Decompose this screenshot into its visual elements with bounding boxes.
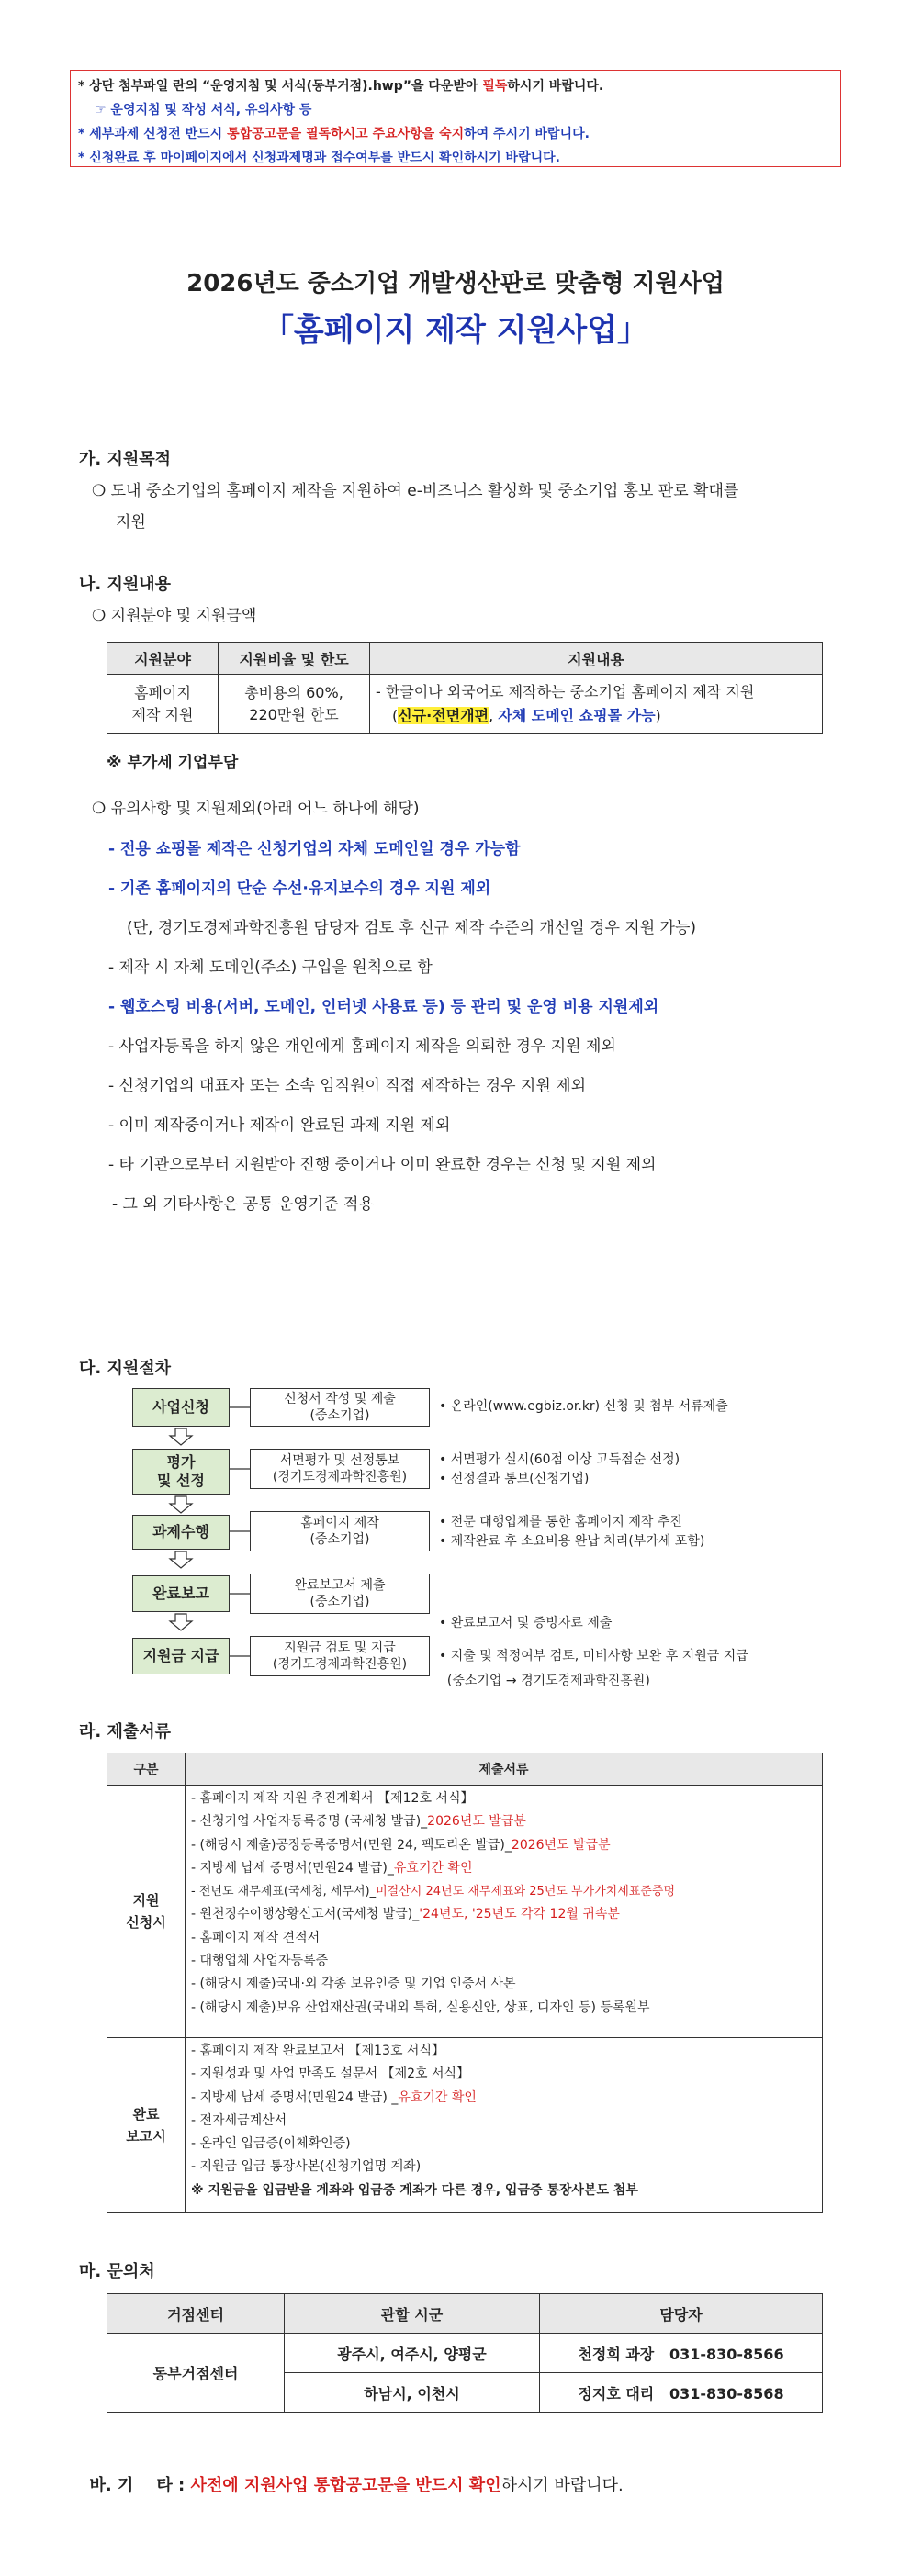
caution-list (108, 830, 843, 1225)
purpose-line: ❍ 도내 중소기업의 홈페이지 제작을 지원하여 e-비즈니스 활성화 및 중소기업 홍보 판로 확대를 (92, 482, 739, 500)
highlight-new: 신규·전면개편 (398, 706, 489, 724)
support-content-line: - 한글이나 외국어로 제작하는 중소기업 홈페이지 제작 지원 (376, 682, 755, 700)
document-item: - 홈페이지 제작 완료보고서 【제13호 서식】 (191, 2044, 444, 2058)
notice-line: 하시기 바랍니다. (507, 79, 604, 94)
table-header: 관할 시군 (285, 2294, 540, 2334)
step-note: • 지출 및 적정여부 검토, 미비사항 보완 후 지원금 지급 (439, 1649, 748, 1663)
document-item: - 홈페이지 제작 지원 추진계획서 【제12호 서식】 (191, 1791, 474, 1806)
down-arrow-icon (170, 1614, 192, 1630)
step-note: • 선정결과 통보(신청기업) (439, 1472, 590, 1486)
caution-item: - 제작 시 자체 도메인(주소) 구입을 원칙으로 함 (108, 958, 433, 977)
notice-line: * 상단 첨부파일 란의 “운영지침 및 서식(동부거점).hwp”을 다운받아 (78, 79, 483, 94)
section-heading-documents: 라. 제출서류 (79, 1722, 172, 1742)
caution-item: - 웹호스팅 비용(서버, 도메인, 인터넷 사용료 등) 등 관리 및 운영 비용 지원제외 (108, 998, 659, 1016)
support-field-cell: 홈페이지 제작 지원 (107, 675, 219, 734)
step-notes-execution (439, 1513, 704, 1551)
document-item: - 홈페이지 제작 견적서 (191, 1930, 321, 1945)
contact-center: 동부거점센터 (107, 2334, 285, 2413)
notice-box (70, 70, 841, 167)
step-notes-evaluation (439, 1450, 680, 1489)
caution-item: (단, 경기도경제과학진흥원 담당자 검토 후 신규 제작 수준의 개선일 경우 지원 가능) (127, 919, 697, 937)
contact-table (107, 2293, 823, 2413)
step-desc-payment: 지원금 검토 및 지급 (경기도경제과학진흥원) (250, 1636, 430, 1676)
flow-connectors (129, 1386, 441, 1680)
support-table (107, 642, 823, 734)
caution-item: - 이미 제작중이거나 제작이 완료된 과제 지원 제외 (108, 1116, 451, 1135)
step-note: • 서면평가 실시(60점 이상 고득점순 선정) (439, 1452, 680, 1467)
table-header: 지원분야 (107, 643, 219, 675)
caution-item: - 신청기업의 대표자 또는 소속 임직원이 직접 제작하는 경우 지원 제외 (108, 1077, 586, 1095)
caution-item: - 기존 홈페이지의 단순 수선·유지보수의 경우 지원 제외 (108, 879, 491, 898)
document-item: - 온라인 입금증(이체확인증) (191, 2136, 351, 2152)
step-desc-execution: 홈페이지 제작 (중소기업) (250, 1511, 430, 1551)
step-note: • 온라인(www.egbiz.or.kr) 신청 및 첨부 서류제출 (439, 1399, 728, 1414)
other-label: 바. 기 타 : (89, 2476, 191, 2495)
contact-area: 광주시, 여주시, 양평군 (285, 2334, 540, 2373)
step-box-execution: 과제수행 (132, 1515, 230, 1550)
step-notes-report (439, 1575, 650, 1710)
group-label-apply: 지원 신청시 (107, 1786, 186, 2038)
step-note: (중소기업 → 경기도경제과학진흥원) (439, 1674, 650, 1688)
caution-heading: ❍ 유의사항 및 지원제외(아래 어느 하나에 해당) (92, 800, 420, 818)
document-item: - 전년도 재무제표(국세청, 세무서)_미결산시 24년도 재무제표와 25년도 부가가치세표준증명 (191, 1885, 676, 1899)
document-item: - (해당시 제출)국내·외 각종 보유인증 및 기업 인증서 사본 (191, 1977, 516, 1992)
caution-item: - 타 기관으로부터 지원받아 진행 중이거나 이미 완료한 경우는 신청 및 지원 제외 (108, 1156, 657, 1174)
purpose-text (92, 476, 827, 538)
section-heading-contact: 마. 문의처 (79, 2262, 155, 2281)
documents-apply-list (186, 1786, 823, 2038)
step-box-apply: 사업신청 (132, 1388, 230, 1427)
step-desc-evaluation: 서면평가 및 선정통보 (경기도경제과학진흥원) (250, 1449, 430, 1489)
paren: ) (655, 706, 661, 724)
step-box-report: 완료보고 (132, 1575, 230, 1612)
other-suffix: 하시기 바랍니다. (500, 2476, 624, 2495)
table-header: 구분 (107, 1753, 186, 1786)
other-note (79, 2453, 624, 2496)
document-item: - 원천징수이행상황신고서(국세청 발급)_'24년도, '25년도 각각 12월 귀속분 (191, 1907, 620, 1922)
step-desc-report: 완료보고서 제출 (중소기업) (250, 1574, 430, 1614)
group-label-report: 완료 보고시 (107, 2038, 186, 2213)
table-header: 지원비율 및 한도 (219, 643, 370, 675)
step-note: • 제작완료 후 소요비용 완납 처리(부가세 포함) (439, 1534, 705, 1549)
notice-line: ☞ 운영지침 및 작성 서식, 유의사항 등 (95, 103, 312, 118)
down-arrow-icon (170, 1428, 192, 1445)
section-heading-purpose: 가. 지원목적 (79, 450, 172, 469)
table-header: 담당자 (540, 2294, 823, 2334)
notice-emphasis: 필독 (482, 79, 508, 94)
support-field-subheading: ❍ 지원분야 및 지원금액 (92, 607, 257, 625)
page-title: 「홈페이지 제작 지원사업」 (262, 312, 649, 349)
step-box-evaluation: 평가 및 선정 (132, 1449, 230, 1495)
document-item: - (해당시 제출)보유 산업재산권(국내외 특허, 실용신안, 상표, 디자인 등) 등록원부 (191, 1999, 650, 2015)
document-item: - 지방세 납세 증명서(민원24 발급) _유효기간 확인 (191, 2089, 477, 2105)
section-heading-content: 나. 지원내용 (79, 575, 172, 594)
document-item: - 전자세금계산서 (191, 2112, 287, 2128)
documents-report-list (186, 2038, 823, 2213)
table-header: 지원내용 (370, 643, 823, 675)
page-subtitle: 2026년도 중소기업 개발생산판로 맞춤형 지원사업 (186, 270, 725, 297)
contact-area: 하남시, 이천시 (285, 2373, 540, 2413)
step-desc-apply: 신청서 작성 및 제출 (중소기업) (250, 1388, 430, 1427)
document-item: - 대행업체 사업자등록증 (191, 1954, 329, 1969)
other-emphasis: 사전에 지원사업 통합공고문을 반드시 확인 (190, 2476, 501, 2495)
notice-emphasis: 통합공고문을 필독하시고 주요사항을 숙지 (227, 127, 465, 141)
support-content-cell (370, 675, 823, 734)
document-item: - 지원금 입금 통장사본(신청기업명 계좌) (191, 2159, 422, 2175)
contact-person: 정지호 대리 031-830-8568 (540, 2373, 823, 2413)
document-item: - 신청기업 사업자등록증명 (국세청 발급)_2026년도 발급분 (191, 1814, 526, 1830)
document-item: - 지원성과 및 사업 만족도 설문서 【제2호 서식】 (191, 2066, 470, 2082)
down-arrow-icon (170, 1496, 192, 1513)
document-item: - 지방세 납세 증명서(민원24 발급)_유효기간 확인 (191, 1860, 473, 1876)
down-arrow-icon (170, 1551, 192, 1568)
vat-note: ※ 부가세 기업부담 (107, 754, 239, 772)
table-header: 제출서류 (186, 1753, 823, 1786)
document-item: ※ 지원금을 입금받을 계좌와 입금증 계좌가 다른 경우, 입금증 통장사본도 첨부 (191, 2182, 638, 2198)
table-header: 거점센터 (107, 2294, 285, 2334)
notice-line: * 세부과제 신청전 반드시 (78, 127, 228, 141)
step-note: • 전문 대행업체를 통한 홈페이지 제작 추진 (439, 1515, 682, 1529)
step-note: • 완료보고서 및 증빙자료 제출 (439, 1616, 613, 1630)
caution-item: - 사업자등록을 하지 않은 개인에게 홈페이지 제작을 의뢰한 경우 지원 제외 (108, 1037, 616, 1056)
shopping-mall-note: 자체 도메인 쇼핑몰 가능 (498, 706, 656, 724)
caution-item: - 그 외 기타사항은 공통 운영기준 적용 (112, 1195, 374, 1214)
document-item: - (해당시 제출)공장등록증명서(민원 24, 팩토리온 발급)_2026년도 발급분 (191, 1837, 611, 1853)
notice-line: * 신청완료 후 마이페이지에서 신청과제명과 접수여부를 반드시 확인하시기 바랍니다. (78, 151, 560, 165)
notice-line: 하여 주시기 바랍니다. (464, 127, 590, 141)
documents-table (107, 1753, 823, 2213)
paren: ( (392, 706, 399, 724)
section-heading-procedure: 다. 지원절차 (79, 1359, 172, 1378)
contact-person: 천정희 과장 031-830-8566 (540, 2334, 823, 2373)
caution-item: - 전용 쇼핑몰 제작은 신청기업의 자체 도메인일 경우 가능함 (108, 840, 521, 858)
support-ratio-cell: 총비용의 60%, 220만원 한도 (219, 675, 370, 734)
step-box-payment: 지원금 지급 (132, 1638, 230, 1674)
separator: , (489, 706, 499, 724)
purpose-line: 지원 (116, 513, 146, 532)
